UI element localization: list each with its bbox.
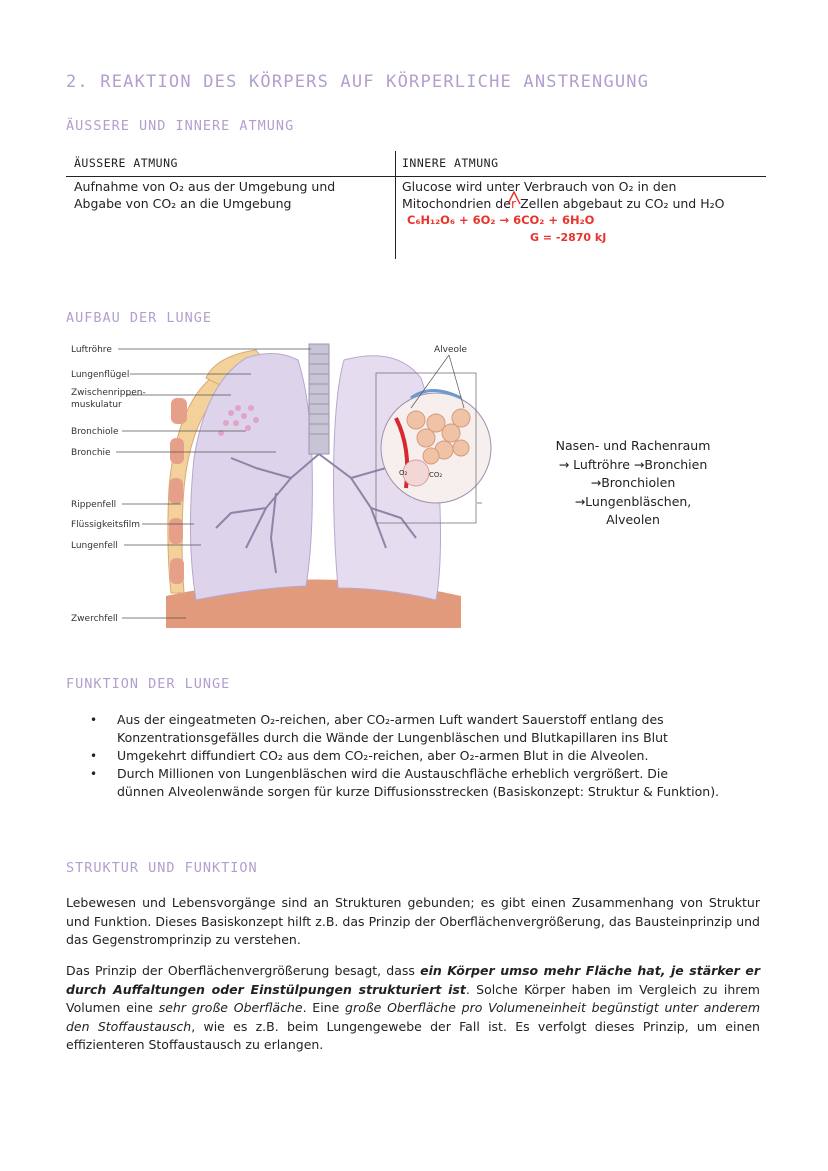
innere-line-2b: Zellen abgebaut zu CO₂ und H₂O	[520, 196, 725, 211]
atmung-table	[66, 151, 766, 261]
label-zwischenrippen-2: muskulatur	[71, 400, 122, 410]
heading-funktion: FUNKTION DER LUNGE	[66, 676, 231, 692]
label-fluessigkeitsfilm: Flüssigkeitsfilm	[71, 520, 141, 530]
struktur-paragraph-1: Lebewesen und Lebensvorgänge sind an Strukturen gebunden; es gibt einen Zusammenhang von Struktur und Funktion. Dieses Basiskonzept hilft z.B. das Prinzip der Oberflächenvergrößerung, das Bausteinprinzip und das Gegenstromprinzip zu verstehen.	[66, 895, 760, 948]
innere-line-2a: Mitochondrien de	[402, 196, 511, 211]
label-bronchie: Bronchie	[71, 448, 111, 458]
co2-label: CO₂	[429, 471, 443, 479]
table-cell-aeussere: Aufnahme von O₂ aus der Umgebung und Abgabe von CO₂ an die Umgebung	[74, 179, 336, 211]
bullet-3-line-2: dünnen Alveolenwände sorgen für kurze Diffusionsstrecken (Basiskonzept: Struktur & Funktion).	[117, 784, 720, 799]
bullet-2: •	[90, 749, 98, 763]
label-zwerchfell: Zwerchfell	[71, 614, 118, 624]
airway-pathway	[538, 437, 728, 530]
pathway-line-1: Nasen- und Rachenraum	[555, 438, 711, 453]
p2-part-d: sehr große Oberfläche	[158, 1000, 303, 1016]
list-item	[90, 711, 757, 747]
o2-label: O₂	[399, 469, 408, 477]
bullet-1-line-1: Aus der eingeatmeten O₂-reichen, aber CO₂-armen Luft wandert Sauerstoff entlang des	[117, 712, 664, 727]
p2-part-c: . Solche Körper haben im Vergleich zu ihrem Volumen eine	[66, 981, 760, 1016]
heading-atmung: ÄUSSERE UND INNERE ATMUNG	[66, 118, 295, 134]
table-cell-innere	[402, 178, 772, 212]
trachea	[309, 344, 329, 454]
struktur-paragraph-2	[66, 962, 760, 1055]
bullet-2-line-1: Umgekehrt diffundiert CO₂ aus dem CO₂-reichen, aber O₂-armen Blut in die Alveolen.	[117, 748, 649, 763]
bullet-1-line-2: Konzentrationsgefälles durch die Wände der Lungenbläschen und Blutkapillaren ins Blut	[117, 730, 668, 745]
label-lungenfell: Lungenfell	[71, 541, 118, 551]
list-item	[90, 747, 757, 765]
label-lungenfluegel: Lungenflügel	[71, 370, 130, 380]
label-luftroehre: Luftröhre	[71, 345, 112, 355]
pathway-line-2: → Luftröhre →Bronchien	[558, 456, 708, 472]
insertion-caret-icon	[506, 191, 522, 205]
p2-part-g: , wie es z.B. beim Lungengewebe der Fall ist. Es verfolgt dieses Prinzip, um einen effizienteren Stoffaustausch zu erlangen.	[66, 1018, 760, 1053]
p2-part-e: . Eine	[302, 1000, 346, 1016]
heading-lunge: AUFBAU DER LUNGE	[66, 310, 213, 326]
innere-line-1: Glucose wird unter Verbrauch von O₂ in den	[402, 179, 677, 194]
p2-part-b: ein Körper umso mehr Fläche hat, je stärker er durch Auffaltungen oder Einstülpungen strukturiert ist	[66, 963, 761, 997]
equation: C₆H₁₂O₆ + 6O₂ → 6CO₂ + 6H₂O	[407, 213, 595, 227]
table-header-innere: INNERE ATMUNG	[402, 156, 499, 170]
correction-mark	[511, 196, 516, 211]
delta-g: G = -2870 kJ	[530, 231, 607, 244]
bullet-3: •	[90, 767, 98, 781]
bullet-1: •	[90, 713, 98, 727]
funktion-list	[90, 711, 757, 801]
label-zwischenrippen-1: Zwischenrippen-	[71, 388, 146, 398]
label-rippenfell: Rippenfell	[71, 500, 117, 510]
page-title: 2. REAKTION DES KÖRPERS AUF KÖRPERLICHE ANSTRENGUNG	[66, 72, 650, 92]
pathway-line-4: →Lungenbläschen,	[574, 493, 692, 509]
pathway-line-3: →Bronchiolen	[590, 475, 676, 490]
table-column-divider	[395, 151, 396, 259]
lung-diagram	[66, 338, 506, 630]
bullet-3-line-1: Durch Millionen von Lungenbläschen wird die Austauschfläche erheblich vergrößert. Die	[117, 766, 669, 781]
label-alveole: Alveole	[434, 345, 468, 355]
label-bronchiole: Bronchiole	[71, 427, 119, 437]
innere-line-2	[402, 195, 772, 212]
lung-illustration	[66, 338, 506, 630]
correction-mark-letter: r	[510, 196, 517, 211]
table-header-aeussere: ÄUSSERE ATMUNG	[74, 156, 178, 170]
heading-struktur: STRUKTUR UND FUNKTION	[66, 860, 258, 876]
table-header-rule	[66, 176, 766, 177]
pathway-line-5: Alveolen	[606, 512, 660, 527]
p2-part-f: große Oberfläche pro Volumeneinheit begünstigt unter anderem den Stoffaustausch	[66, 1000, 761, 1034]
p2-part-a: Das Prinzip der Oberflächenvergrößerung besagt, dass	[66, 963, 421, 978]
list-item	[90, 765, 757, 801]
